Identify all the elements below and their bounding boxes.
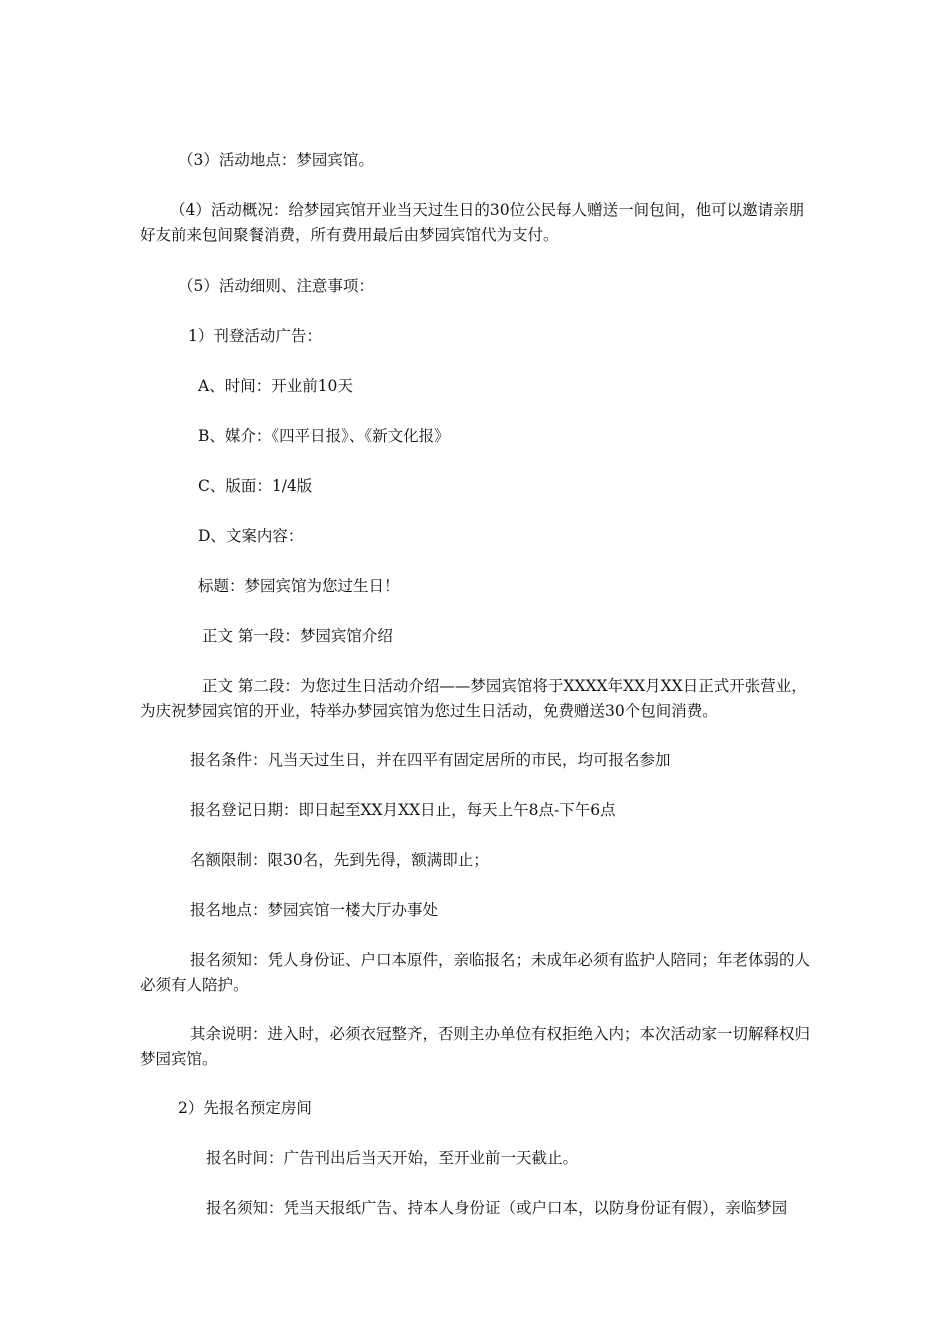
paragraph-booking-notes: 报名须知：凭当天报纸广告、持本人身份证（或户口本，以防身份证有假），亲临梦园 bbox=[206, 1199, 788, 1217]
paragraph-other-notes: 其余说明：进入时，必须衣冠整齐，否则主办单位有权拒绝入内；本次活动家一切解释权归梦园宾馆。 bbox=[140, 1025, 811, 1068]
paragraph-body-second: 正文 第二段：为您过生日活动介绍——梦园宾馆将于XXXX年XX月XX日正式开张营业，为庆祝梦园宾馆的开业，特举办梦园宾馆为您过生日活动，免费赠送30个包间消费。 bbox=[140, 677, 807, 720]
paragraph-signup-conditions: 报名条件：凡当天过生日，并在四平有固定居所的市民，均可报名参加 bbox=[190, 751, 671, 769]
paragraph-signup-location: 报名地点：梦园宾馆一楼大厅办事处 bbox=[190, 901, 439, 919]
paragraph-ad-copy: D、文案内容： bbox=[198, 527, 304, 545]
paragraph-signup-notes: 报名须知：凭人身份证、户口本原件，亲临报名；未成年必须有监护人陪同；年老体弱的人必须有人陪护。 bbox=[140, 951, 811, 994]
paragraph-activity-overview: （4）活动概况：给梦园宾馆开业当天过生日的30位公民每人赠送一间包间，他可以邀请亲朋好友前来包间聚餐消费，所有费用最后由梦园宾馆代为支付。 bbox=[140, 201, 805, 244]
paragraph-ad-layout: C、版面：1/4版 bbox=[198, 477, 313, 495]
paragraph-body-first: 正文 第一段：梦园宾馆介绍 bbox=[202, 627, 393, 645]
paragraph-activity-rules-heading: （5）活动细则、注意事项： bbox=[178, 277, 374, 295]
paragraph-ad-heading: 1）刊登活动广告： bbox=[188, 327, 322, 345]
paragraph-booking-time: 报名时间：广告刊出后当天开始，至开业前一天截止。 bbox=[206, 1149, 579, 1167]
paragraph-ad-title: 标题：梦园宾馆为您过生日！ bbox=[198, 577, 400, 595]
paragraph-signup-dates: 报名登记日期：即日起至XX月XX日止，每天上午8点-下午6点 bbox=[190, 801, 616, 819]
paragraph-ad-time: A、时间：开业前10天 bbox=[198, 377, 353, 395]
paragraph-quota: 名额限制：限30名，先到先得，额满即止； bbox=[190, 851, 489, 869]
paragraph-ad-media: B、媒介：《四平日报》、《新文化报》 bbox=[198, 427, 450, 445]
paragraph-activity-location: （3）活动地点：梦园宾馆。 bbox=[178, 151, 374, 169]
paragraph-room-booking-heading: 2）先报名预定房间 bbox=[178, 1099, 312, 1117]
